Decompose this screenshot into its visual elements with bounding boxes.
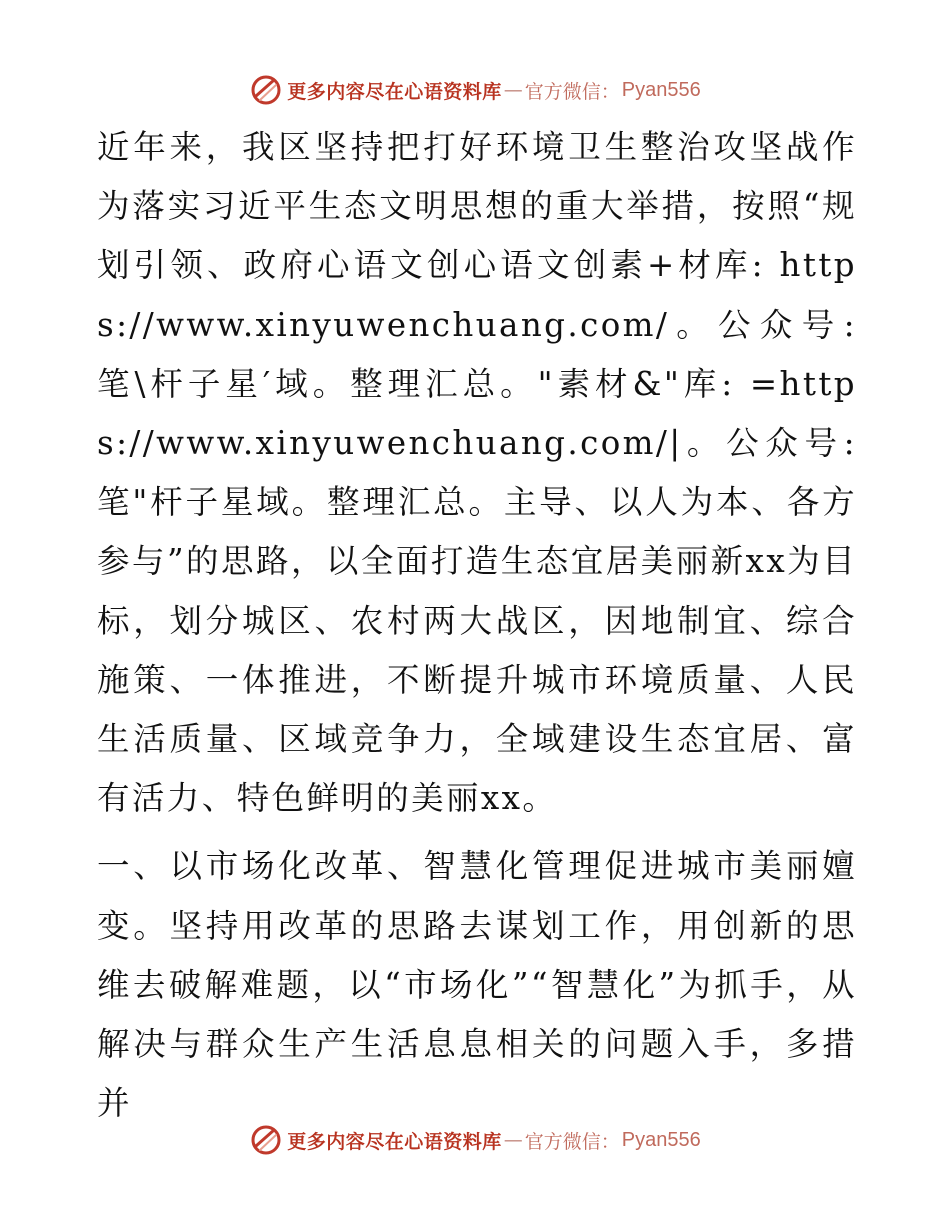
banner-wechat-id: Pyan556	[621, 1128, 701, 1151]
paragraph: 一、以市场化改革、智慧化管理促进城市美丽嬗变。坚持用改革的思路去谋划工作，用创新的思维去破解难题，以“市场化”“智慧化”为抓手，从解决与群众生产生活息息相关的问题入手，多措并	[97, 847, 857, 1123]
brand-logo-icon	[249, 1123, 283, 1157]
footer-banner	[0, 1120, 950, 1160]
document-body	[97, 118, 857, 1133]
banner-wechat-id: Pyan556	[621, 78, 701, 101]
brand-logo-icon	[249, 73, 283, 107]
header-banner	[0, 70, 950, 110]
banner-title: 更多内容尽在心语资料库	[287, 1130, 502, 1153]
banner-dash: —	[503, 79, 523, 101]
paragraph: 近年来，我区坚持把打好环境卫生整治攻坚战作为落实习近平生态文明思想的重大举措，按照“规划引领、政府心语文创心语文创素+材库: https://www.xinyuwenchuang.com/。公众号: 笔\杆子星′域。整理汇总。"素材&"库: =https://www.xinyuwenchuang.com/|。公众号: 笔"杆子星域。整理汇总。主导、以人为本、各方参与”的思路，以全面打造生态宜居美丽新xx为目标，划分城区、农村两大战区，因地制宜、综合施策、一体推进，不断提升城市环境质量、人民生活质量、区域竞争力，全域建设生态宜居、富有活力、特色鲜明的美丽xx。	[97, 128, 857, 818]
banner-title: 更多内容尽在心语资料库	[287, 80, 502, 103]
banner-wechat-label: 官方微信：	[524, 1130, 620, 1153]
banner-dash: —	[503, 1129, 523, 1151]
banner-wechat-label: 官方微信：	[524, 80, 620, 103]
